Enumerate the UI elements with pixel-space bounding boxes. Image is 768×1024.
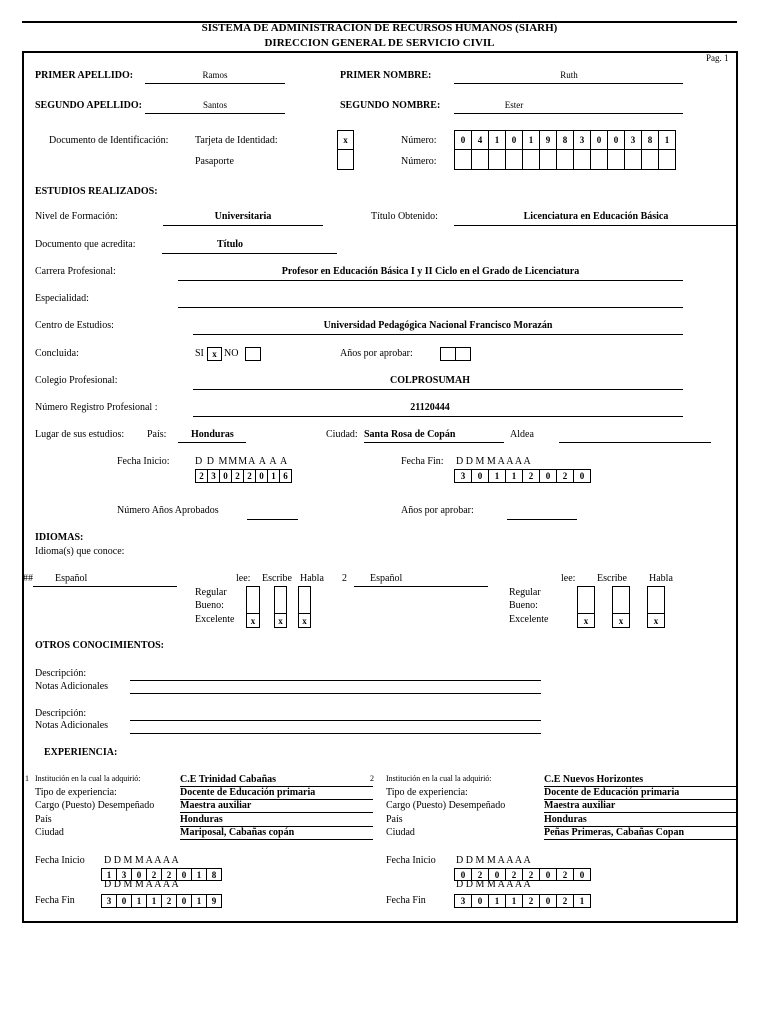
fecha-inicio-cells bbox=[195, 469, 292, 483]
lang-1-excelente: Excelente bbox=[195, 614, 235, 625]
segundo-apellido-line bbox=[145, 113, 285, 114]
fecha-inicio-cell: 0 bbox=[255, 469, 268, 483]
lang-2-line bbox=[354, 586, 488, 587]
fecha-fin-cell: 0 bbox=[539, 469, 557, 483]
nivel-line bbox=[163, 225, 323, 226]
nivel-value: Universitaria bbox=[214, 211, 272, 222]
centro-value: Universidad Pedagógica Nacional Francisco Morazán bbox=[323, 320, 553, 331]
idiomas-sub: Idioma(s) que conoce: bbox=[35, 546, 125, 557]
passport-digit-cell bbox=[471, 149, 489, 170]
aldea-line bbox=[559, 442, 711, 443]
primer-apellido-line bbox=[145, 83, 285, 84]
exp-2-fin-cell: 2 bbox=[556, 894, 574, 908]
segundo-nombre-label: SEGUNDO NOMBRE: bbox=[340, 100, 441, 111]
exp-2-inicio-cell: 0 bbox=[454, 868, 472, 881]
exp-1-fin-cells bbox=[101, 894, 222, 908]
exp-2-ciudad-label: Ciudad bbox=[386, 827, 415, 838]
exp-2-inicio-cell: 2 bbox=[556, 868, 574, 881]
otros-desc-label-2: Descripción: bbox=[35, 708, 87, 719]
exp-2-fi-header: D D M M A A A A bbox=[456, 855, 531, 866]
anos-aprobar-box-2[interactable] bbox=[455, 347, 471, 361]
fecha-fin-cell: 3 bbox=[454, 469, 472, 483]
fecha-inicio-cell: 3 bbox=[207, 469, 220, 483]
colegio-value: COLPROSUMAH bbox=[390, 375, 470, 386]
id-digit-cell: 1 bbox=[522, 130, 540, 150]
id-digit-cell: 8 bbox=[641, 130, 659, 150]
fecha-inicio-cell: 0 bbox=[219, 469, 232, 483]
exp-1-cargo: Maestra auxiliar bbox=[180, 800, 252, 811]
exp-2-fin-cell: 1 bbox=[488, 894, 506, 908]
fecha-fin-cell: 0 bbox=[573, 469, 591, 483]
exp-1-ff-label: Fecha Fin bbox=[35, 895, 75, 906]
anos-aprobar-box-1[interactable] bbox=[440, 347, 456, 361]
id-digit-cell: 4 bbox=[471, 130, 489, 150]
lang-1-habla-excelente[interactable]: x bbox=[298, 613, 311, 628]
lang-1-lee-excelente[interactable]: x bbox=[246, 613, 260, 628]
lang-1-escribe-excelente[interactable]: x bbox=[274, 613, 287, 628]
exp-1-inicio-cell: 0 bbox=[176, 868, 192, 881]
primer-nombre-line bbox=[454, 83, 683, 84]
lang-2-name: Español bbox=[370, 573, 403, 584]
exp-1-inicio-cell: 3 bbox=[116, 868, 132, 881]
passport-digit-cell bbox=[641, 149, 659, 170]
exp-1-inicio-cell: 0 bbox=[131, 868, 147, 881]
doc-acredita-line bbox=[162, 253, 337, 254]
lang-1-lee: lee: bbox=[236, 573, 251, 584]
otros-notas-line-2 bbox=[130, 733, 541, 734]
id-digit-cell: 0 bbox=[505, 130, 523, 150]
passport-digit-cell bbox=[454, 149, 472, 170]
exp-1-inst: C.E Trinidad Cabañas bbox=[180, 774, 277, 785]
lang-2-lee-excelente[interactable]: x bbox=[577, 613, 595, 628]
titulo-label: Título Obtenido: bbox=[371, 211, 438, 222]
passport-digit-cell bbox=[658, 149, 676, 170]
fecha-fin-cells bbox=[454, 469, 591, 483]
anos-aprobar-label: Años por aprobar: bbox=[340, 348, 413, 359]
exp-1-cargo-label: Cargo (Puesto) Desempeñado bbox=[35, 800, 155, 811]
estudios-heading: ESTUDIOS REALIZADOS: bbox=[35, 186, 158, 197]
exp-1-ff-header: D D M M A A A A bbox=[104, 879, 179, 890]
lang-2-escribe: Escribe bbox=[597, 573, 627, 584]
id-digit-cell: 0 bbox=[454, 130, 472, 150]
passport-digit-cell bbox=[573, 149, 591, 170]
centro-line bbox=[193, 334, 683, 335]
exp-1-fin-cell: 0 bbox=[176, 894, 192, 908]
exp-1-inicio-cell: 2 bbox=[161, 868, 177, 881]
pais-value: Honduras bbox=[191, 429, 234, 440]
passport-number-cells bbox=[454, 149, 676, 170]
ciudad-value: Santa Rosa de Copán bbox=[364, 429, 456, 440]
pais-line bbox=[178, 442, 246, 443]
colegio-line bbox=[193, 389, 683, 390]
fecha-inicio-label: Fecha Inicio: bbox=[117, 456, 170, 467]
exp-2-inicio-cell: 2 bbox=[522, 868, 540, 881]
fecha-fin-header: D D M M A A A A bbox=[456, 456, 531, 467]
otros-desc-line-2 bbox=[130, 720, 541, 721]
idiomas-heading: IDIOMAS: bbox=[35, 532, 84, 543]
exp-2-fin-cell: 2 bbox=[522, 894, 540, 908]
passport-digit-cell bbox=[624, 149, 642, 170]
passport-digit-cell bbox=[505, 149, 523, 170]
pasaporte-checkbox[interactable] bbox=[337, 149, 354, 170]
exp-2-pais-label: País bbox=[386, 814, 403, 825]
exp-1-ciudad-line bbox=[180, 839, 373, 840]
exp-1-inst-label: Institución en la cual la adquirió: bbox=[35, 774, 141, 783]
exp-1-fi-label: Fecha Inicio bbox=[35, 855, 85, 866]
segundo-apellido-value: Santos bbox=[202, 100, 227, 110]
anos-aprobados-line bbox=[247, 519, 298, 520]
id-digit-cell: 9 bbox=[539, 130, 557, 150]
ciudad-label: Ciudad: bbox=[326, 429, 358, 440]
numero-label: Número: bbox=[401, 135, 437, 146]
lang-1-regular: Regular bbox=[195, 587, 227, 598]
lang-2-bueno: Bueno: bbox=[509, 600, 538, 611]
exp-2-fi-label: Fecha Inicio bbox=[386, 855, 436, 866]
concluida-label: Concluida: bbox=[35, 348, 79, 359]
exp-1-tipo-label: Tipo de experiencia: bbox=[35, 787, 117, 798]
lang-2-excelente: Excelente bbox=[509, 614, 549, 625]
lang-1-line bbox=[33, 586, 177, 587]
lang-1-bueno: Bueno: bbox=[195, 600, 224, 611]
exp-1-inicio-cell: 8 bbox=[206, 868, 222, 881]
exp-1-fin-cell: 9 bbox=[206, 894, 222, 908]
passport-digit-cell bbox=[590, 149, 608, 170]
exp-2-ciudad: Peñas Primeras, Cabañas Copan bbox=[544, 827, 685, 838]
lang-1-num: ## bbox=[23, 573, 33, 584]
exp-2-cargo: Maestra auxiliar bbox=[544, 800, 616, 811]
exp-1-ciudad: Mariposal, Cabañas copán bbox=[180, 827, 295, 838]
exp-2-inicio-cell: 2 bbox=[505, 868, 523, 881]
fecha-inicio-header: D D MMMA A A A bbox=[195, 456, 289, 467]
exp-1-fi-header: D D M M A A A A bbox=[104, 855, 179, 866]
passport-digit-cell bbox=[539, 149, 557, 170]
lang-2-lee: lee: bbox=[561, 573, 576, 584]
page-number: Pag. 1 bbox=[706, 53, 729, 63]
otros-desc-line-1 bbox=[130, 680, 541, 681]
exp-1-fin-cell: 2 bbox=[161, 894, 177, 908]
passport-digit-cell bbox=[607, 149, 625, 170]
exp-2-inicio-cell: 0 bbox=[488, 868, 506, 881]
lugar-label: Lugar de sus estudios: bbox=[35, 429, 125, 440]
exp-2-cargo-line bbox=[544, 812, 737, 813]
si-checkbox[interactable]: x bbox=[207, 347, 222, 361]
tarjeta-checkbox[interactable]: x bbox=[337, 130, 354, 150]
exp-1-fin-cell: 1 bbox=[131, 894, 147, 908]
exp-1-inicio-cell: 2 bbox=[146, 868, 162, 881]
exp-2-fin-cell: 1 bbox=[573, 894, 591, 908]
lang-1-escribe: Escribe bbox=[262, 573, 292, 584]
exp-2-fin-cell: 1 bbox=[505, 894, 523, 908]
id-digit-cell: 1 bbox=[488, 130, 506, 150]
doc-acredita-label: Documento que acredita: bbox=[35, 239, 136, 250]
titulo-value: Licenciatura en Educación Básica bbox=[523, 211, 669, 222]
carrera-label: Carrera Profesional: bbox=[35, 266, 116, 277]
exp-1-fin-cell: 1 bbox=[191, 894, 207, 908]
exp-1-fin-cell: 0 bbox=[116, 894, 132, 908]
exp-2-inst: C.E Nuevos Horizontes bbox=[544, 774, 644, 785]
fecha-fin-cell: 2 bbox=[522, 469, 540, 483]
exp-1-pais: Honduras bbox=[180, 814, 223, 825]
carrera-value: Profesor en Educación Básica I y II Ciclo en el Grado de Licenciatura bbox=[281, 266, 580, 277]
doc-acredita-value: Título bbox=[216, 239, 244, 250]
exp-2-inicio-cell: 2 bbox=[471, 868, 489, 881]
numero-label-2: Número: bbox=[401, 156, 437, 167]
exp-1-ciudad-label: Ciudad bbox=[35, 827, 64, 838]
exp-2-tipo: Docente de Educación primaria bbox=[544, 787, 680, 798]
anos-aprobados-label: Número Años Aprobados bbox=[117, 505, 219, 516]
id-digit-cell: 8 bbox=[556, 130, 574, 150]
centro-label: Centro de Estudios: bbox=[35, 320, 114, 331]
otros-notas-line-1 bbox=[130, 693, 541, 694]
otros-notas-label-2: Notas Adicionales bbox=[35, 720, 109, 731]
aldea-label: Aldea bbox=[510, 429, 534, 440]
tarjeta-label: Tarjeta de Identidad: bbox=[195, 135, 278, 146]
exp-2-fin-cell: 0 bbox=[539, 894, 557, 908]
exp-2-fin-cell: 0 bbox=[471, 894, 489, 908]
no-label: NO bbox=[224, 348, 239, 359]
segundo-nombre-value: Ester bbox=[504, 100, 524, 110]
fecha-inicio-cell: 2 bbox=[243, 469, 256, 483]
anos-por-aprobar-line bbox=[507, 519, 577, 520]
exp-1-cargo-line bbox=[180, 812, 373, 813]
fecha-fin-label: Fecha Fin: bbox=[401, 456, 444, 467]
primer-nombre-value: Ruth bbox=[560, 70, 578, 80]
lang-1-name: Español bbox=[55, 573, 88, 584]
primer-apellido-label: PRIMER APELLIDO: bbox=[35, 70, 134, 81]
exp-1-num: 1 bbox=[25, 774, 29, 783]
otros-heading: OTROS CONOCIMIENTOS: bbox=[35, 640, 165, 651]
lang-2-escribe-excelente[interactable]: x bbox=[612, 613, 630, 628]
exp-2-inicio-cell: 0 bbox=[539, 868, 557, 881]
ciudad-line bbox=[364, 442, 504, 443]
registro-line bbox=[193, 416, 683, 417]
fecha-fin-cell: 1 bbox=[488, 469, 506, 483]
no-checkbox[interactable] bbox=[245, 347, 261, 361]
fecha-inicio-cell: 1 bbox=[267, 469, 280, 483]
exp-2-ciudad-line bbox=[544, 839, 737, 840]
id-digit-cell: 3 bbox=[624, 130, 642, 150]
passport-digit-cell bbox=[556, 149, 574, 170]
pais-label: País: bbox=[147, 429, 167, 440]
si-label: SI bbox=[195, 348, 204, 359]
primer-nombre-label: PRIMER NOMBRE: bbox=[340, 70, 432, 81]
exp-2-num: 2 bbox=[370, 774, 374, 783]
exp-2-fin-cell: 3 bbox=[454, 894, 472, 908]
id-digit-cell: 0 bbox=[590, 130, 608, 150]
exp-2-inst-label: Institución en la cual la adquirió: bbox=[386, 774, 492, 783]
nivel-label: Nivel de Formación: bbox=[35, 211, 118, 222]
colegio-label: Colegio Profesional: bbox=[35, 375, 118, 386]
exp-1-inicio-cell: 1 bbox=[191, 868, 207, 881]
otros-desc-label-1: Descripción: bbox=[35, 668, 87, 679]
exp-2-pais: Honduras bbox=[544, 814, 587, 825]
segundo-nombre-line bbox=[454, 113, 683, 114]
exp-1-fin-cell: 3 bbox=[101, 894, 117, 908]
id-digit-cell: 1 bbox=[658, 130, 676, 150]
documento-label: Documento de Identificación: bbox=[49, 135, 169, 146]
primer-apellido-value: Ramos bbox=[202, 70, 228, 80]
especialidad-label: Especialidad: bbox=[35, 293, 89, 304]
fecha-inicio-cell: 2 bbox=[231, 469, 244, 483]
id-digit-cell: 3 bbox=[573, 130, 591, 150]
exp-1-tipo: Docente de Educación primaria bbox=[180, 787, 316, 798]
exp-1-inicio-cell: 1 bbox=[101, 868, 117, 881]
passport-digit-cell bbox=[488, 149, 506, 170]
form-subtitle: DIRECCION GENERAL DE SERVICIO CIVIL bbox=[264, 37, 495, 49]
id-number-cells bbox=[454, 130, 676, 150]
lang-2-habla: Habla bbox=[649, 573, 673, 584]
carrera-line bbox=[178, 280, 683, 281]
anos-por-aprobar-label: Años por aprobar: bbox=[401, 505, 474, 516]
segundo-apellido-label: SEGUNDO APELLIDO: bbox=[35, 100, 142, 111]
fecha-fin-cell: 0 bbox=[471, 469, 489, 483]
form-title: SISTEMA DE ADMINISTRACION DE RECURSOS HUMANOS (SIARH) bbox=[201, 22, 558, 34]
exp-2-ff-header: D D M M A A A A bbox=[456, 879, 531, 890]
exp-2-fin-cells bbox=[454, 894, 591, 908]
experiencia-heading: EXPERIENCIA: bbox=[44, 747, 118, 758]
fecha-fin-cell: 2 bbox=[556, 469, 574, 483]
exp-2-tipo-label: Tipo de experiencia: bbox=[386, 787, 468, 798]
exp-2-cargo-label: Cargo (Puesto) Desempeñado bbox=[386, 800, 506, 811]
exp-2-inicio-cell: 0 bbox=[573, 868, 591, 881]
fecha-fin-cell: 1 bbox=[505, 469, 523, 483]
lang-2-regular: Regular bbox=[509, 587, 541, 598]
exp-1-fin-cell: 1 bbox=[146, 894, 162, 908]
lang-1-habla: Habla bbox=[300, 573, 324, 584]
exp-2-ff-label: Fecha Fin bbox=[386, 895, 426, 906]
registro-label: Número Registro Profesional : bbox=[35, 402, 158, 413]
titulo-line bbox=[454, 225, 737, 226]
exp-1-pais-label: País bbox=[35, 814, 52, 825]
fecha-inicio-cell: 6 bbox=[279, 469, 292, 483]
passport-digit-cell bbox=[522, 149, 540, 170]
otros-notas-label-1: Notas Adicionales bbox=[35, 681, 109, 692]
fecha-inicio-cell: 2 bbox=[195, 469, 208, 483]
id-digit-cell: 0 bbox=[607, 130, 625, 150]
registro-value: 21120444 bbox=[410, 402, 450, 413]
especialidad-line bbox=[178, 307, 683, 308]
pasaporte-label: Pasaporte bbox=[195, 156, 234, 167]
lang-2-num: 2 bbox=[342, 573, 347, 584]
lang-2-habla-excelente[interactable]: x bbox=[647, 613, 665, 628]
